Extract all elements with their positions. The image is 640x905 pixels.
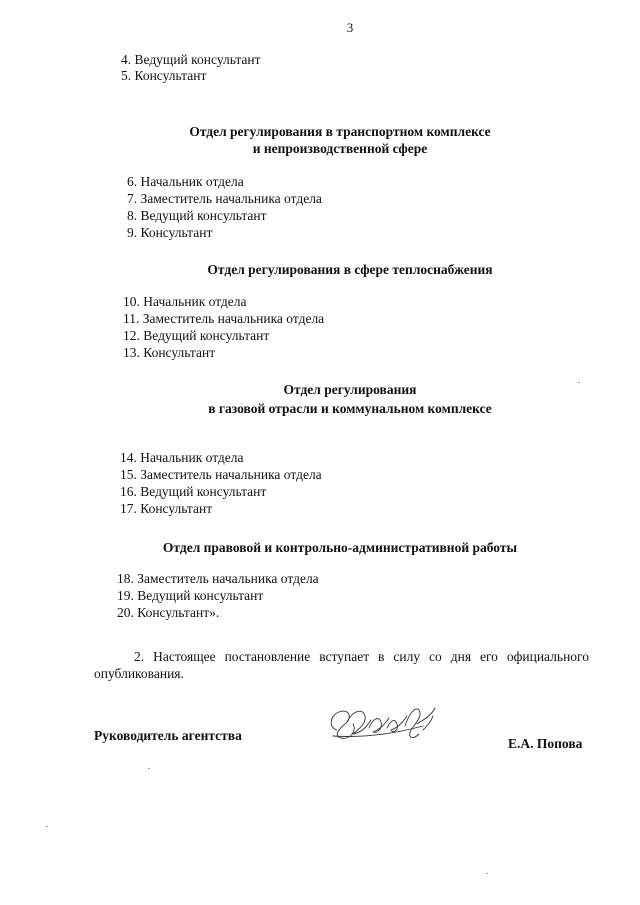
list-item: 13. Консультант <box>123 345 216 360</box>
section-heading: Отдел регулирования в сфере теплоснабжения <box>207 262 493 277</box>
section-heading: Отдел правовой и контрольно-административной работы <box>162 540 518 555</box>
body-paragraph: 2. Настоящее постановление вступает в силу со дня его официального опубликования. <box>94 649 589 681</box>
scan-speck <box>46 826 48 827</box>
list-item: 18. Заместитель начальника отдела <box>117 571 319 586</box>
list-item: 12. Ведущий консультант <box>123 328 270 343</box>
list-item: 8. Ведущий консультант <box>127 208 267 223</box>
handwritten-signature <box>323 700 443 750</box>
list-item: 11. Заместитель начальника отдела <box>123 311 325 326</box>
page-number: 3 <box>346 20 354 35</box>
list-item: 10. Начальник отдела <box>123 294 247 309</box>
section-heading: Отдел регулирования в транспортном комплексе <box>189 124 491 139</box>
list-item: 17. Консультант <box>120 501 213 516</box>
list-item: 5. Консультант <box>121 68 207 83</box>
list-item: 4. Ведущий консультант <box>121 52 261 67</box>
list-item: 19. Ведущий консультант <box>117 588 264 603</box>
section-heading: в газовой отрасли и коммунальном комплексе <box>208 401 492 416</box>
section-heading: и непроизводственной сфере <box>252 141 428 156</box>
scan-speck <box>578 382 580 383</box>
list-item: 16. Ведущий консультант <box>120 484 267 499</box>
signatory-role: Руководитель агентства <box>94 728 242 743</box>
list-item: 14. Начальник отдела <box>120 450 244 465</box>
scan-speck <box>148 768 150 769</box>
list-item: 15. Заместитель начальника отдела <box>120 467 322 482</box>
list-item: 9. Консультант <box>127 225 213 240</box>
list-item: 7. Заместитель начальника отдела <box>127 191 322 206</box>
signatory-name: Е.А. Попова <box>508 736 583 751</box>
section-heading: Отдел регулирования <box>283 382 417 397</box>
scan-speck <box>486 873 488 874</box>
list-item: 6. Начальник отдела <box>127 174 244 189</box>
list-item: 20. Консультант». <box>117 605 220 620</box>
